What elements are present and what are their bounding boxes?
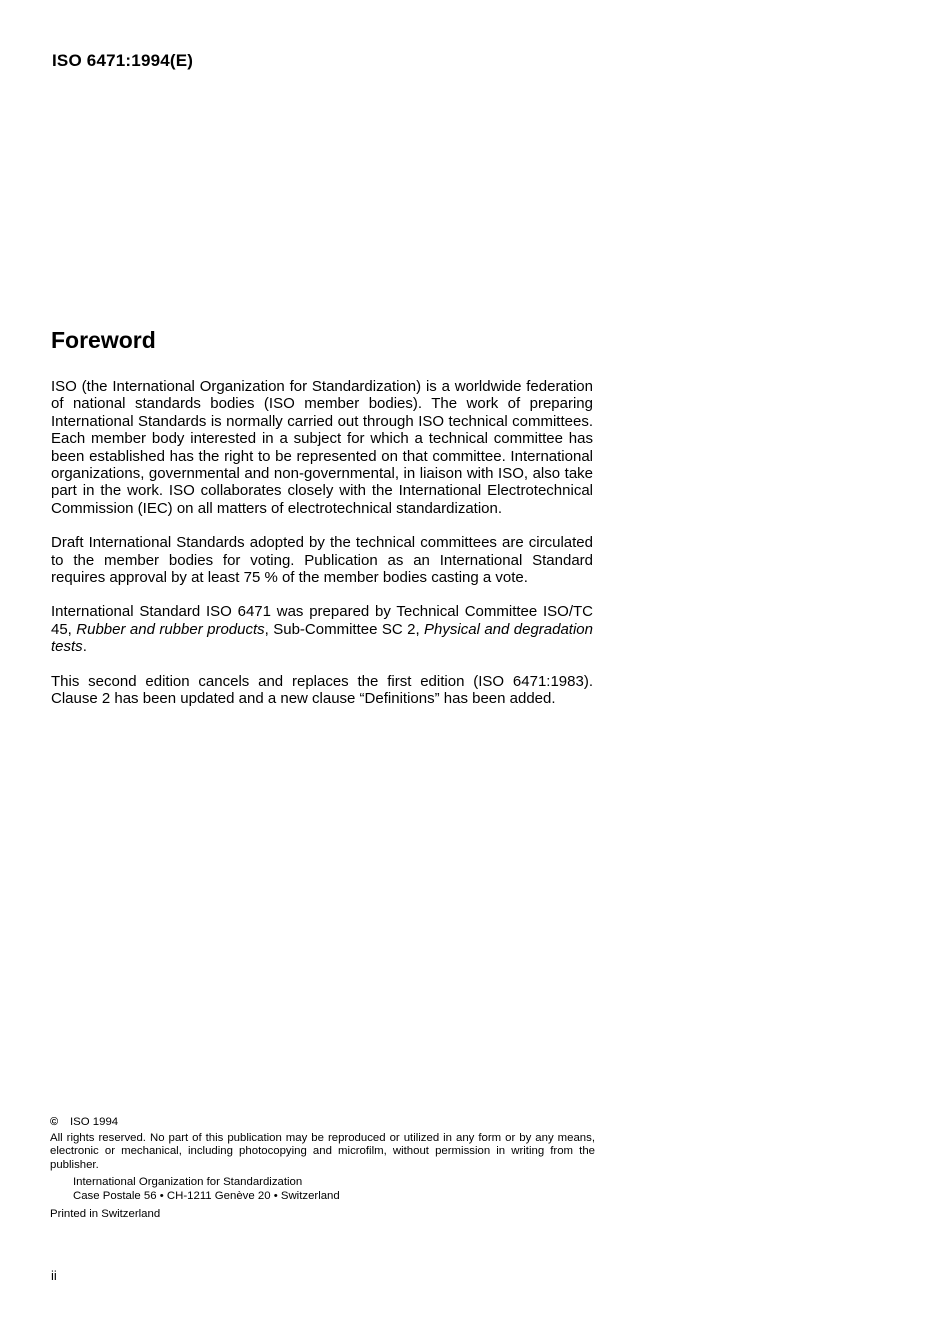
para3-text-1: International Standard ISO 6471 was prepared by Technical Committee ISO/TC 45, bbox=[51, 603, 593, 638]
publisher-postal: Case Postale 56 • CH-1211 Genève 20 • Switzerland bbox=[73, 1189, 340, 1202]
para3-text-3: . bbox=[82, 638, 87, 656]
committee-title: Rubber and rubber products bbox=[76, 620, 265, 638]
para3-text-2: , Sub-Committee SC 2, bbox=[264, 620, 425, 638]
copyright-block bbox=[50, 1116, 595, 1221]
printed-in: Printed in Switzerland bbox=[50, 1207, 161, 1220]
publisher-name: International Organization for Standardization bbox=[73, 1176, 303, 1189]
copyright-year: ISO 1994 bbox=[70, 1116, 119, 1128]
foreword-paragraph-3 bbox=[51, 603, 593, 655]
foreword-body bbox=[51, 378, 593, 725]
copyright-icon: © bbox=[50, 1116, 59, 1128]
foreword-paragraph-4: This second edition cancels and replaces the first edition (ISO 6471:1983). Clause 2 has been updated and a new clause “Definitions” has been added. bbox=[51, 672, 593, 708]
subcommittee-title: Physical and degradation tests bbox=[51, 620, 593, 656]
publisher-address bbox=[73, 1176, 595, 1203]
foreword-paragraph-1: ISO (the International Organization for Standardization) is a worldwide federation of national standards bodies (ISO member bodies). The work of preparing International Standards is normally carried out through ISO technical committees. Each member body interested in a subject for which a technical committee has been established has the right to be represented on that committee. International organizations, governmental and non-governmental, in liaison with ISO, also take part in the work. ISO collaborates closely with the International Electrotechnical Commission (IEC) on all matters of electrotechnical standardization. bbox=[51, 378, 593, 517]
page-number: ii bbox=[51, 1268, 57, 1283]
rights-statement: All rights reserved. No part of this publication may be reproduced or utilized in any form or by any means, electronic or mechanical, including photocopying and microfilm, without permission in writing from the publisher. bbox=[50, 1131, 595, 1171]
foreword-paragraph-2: Draft International Standards adopted by the technical committees are circulated to the member bodies for voting. Publication as an International Standard requires approval by at least 75 % of the member bodies casting a vote. bbox=[51, 534, 593, 587]
foreword-heading: Foreword bbox=[51, 327, 156, 353]
copyright-line bbox=[50, 1116, 595, 1130]
document-id: ISO 6471:1994(E) bbox=[52, 51, 194, 70]
